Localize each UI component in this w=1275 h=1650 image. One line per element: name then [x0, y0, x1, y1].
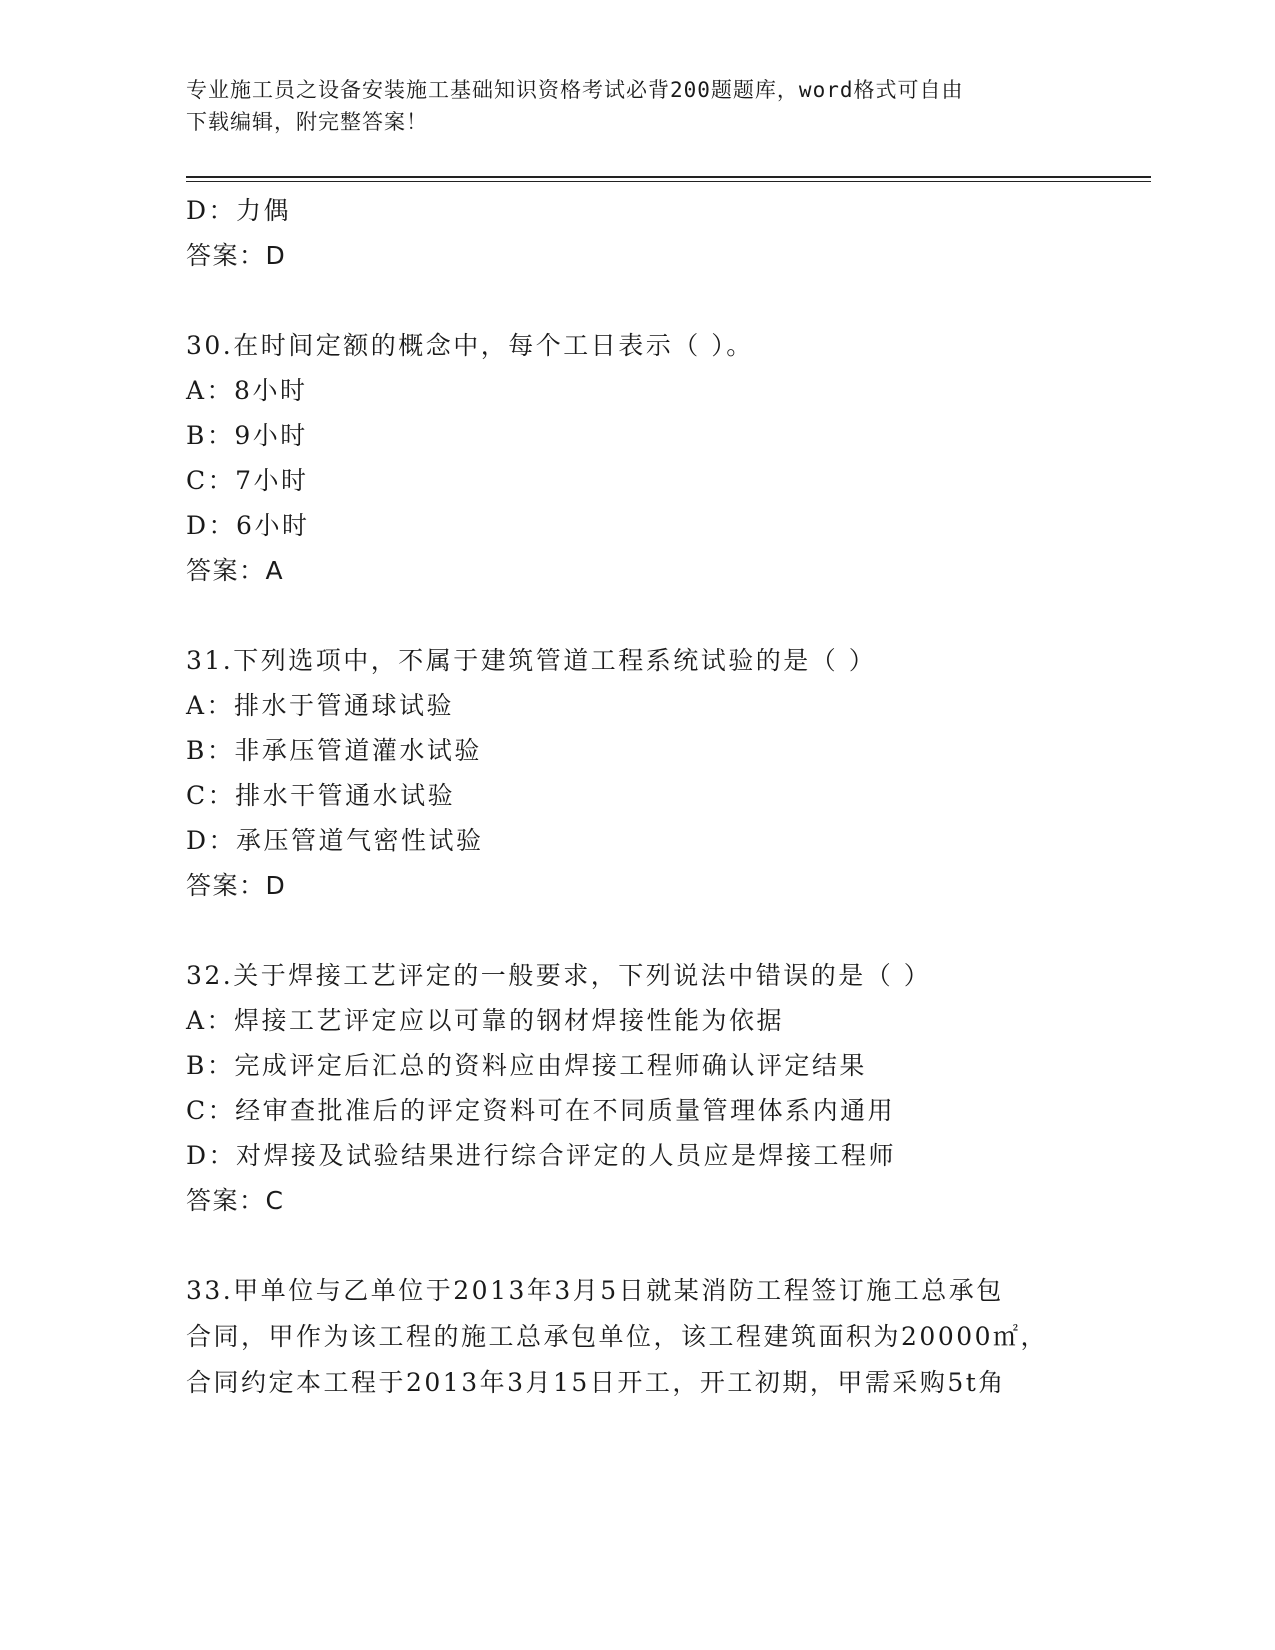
- question-stem: 32.关于焊接工艺评定的一般要求，下列说法中错误的是（ ）: [186, 961, 932, 990]
- option-c: C：7小时: [186, 466, 309, 495]
- spacer: [186, 278, 1086, 323]
- spacer: [186, 593, 1086, 638]
- option-b: B：9小时: [186, 421, 308, 450]
- option-b: B：完成评定后汇总的资料应由焊接工程师确认评定结果: [186, 1051, 867, 1080]
- spacer: [186, 1223, 1086, 1268]
- question-stem: 31.下列选项中，不属于建筑管道工程系统试验的是（ ）: [186, 646, 877, 675]
- option-d: D：对焊接及试验结果进行综合评定的人员应是焊接工程师: [186, 1141, 897, 1170]
- answer: 答案：C: [186, 1186, 285, 1215]
- option-a: A：8小时: [186, 376, 308, 405]
- question-content: [186, 188, 1086, 1406]
- option-d: D：承压管道气密性试验: [186, 826, 484, 855]
- question-stem-line-3: 合同约定本工程于2013年3月15日开工，开工初期，甲需采购5t角: [186, 1368, 1006, 1397]
- page-header: [186, 74, 1066, 138]
- question-33: [186, 1268, 1086, 1406]
- option-d: D：6小时: [186, 511, 310, 540]
- option-a: A：焊接工艺评定应以可靠的钢材焊接性能为依据: [186, 1006, 785, 1035]
- prev-option-d: D：力偶: [186, 196, 292, 225]
- question-stem-line-2: 合同，甲作为该工程的施工总承包单位，该工程建筑面积为20000㎡，: [186, 1322, 1049, 1351]
- spacer: [186, 908, 1086, 953]
- question-32: [186, 953, 1086, 1223]
- question-stem-line-1: 33.甲单位与乙单位于2013年3月5日就某消防工程签订施工总承包: [186, 1276, 1004, 1305]
- header-line-1: 专业施工员之设备安装施工基础知识资格考试必背200题题库，word格式可自由: [186, 78, 964, 102]
- question-stem: 30.在时间定额的概念中，每个工日表示（ ）。: [186, 331, 754, 360]
- prev-answer: 答案：D: [186, 241, 287, 270]
- header-line-2: 下载编辑，附完整答案！: [186, 110, 428, 134]
- answer: 答案：A: [186, 556, 285, 585]
- option-a: A：排水于管通球试验: [186, 691, 455, 720]
- option-c: C：排水干管通水试验: [186, 781, 456, 810]
- question-30: [186, 323, 1086, 593]
- header-rule-thick: [186, 176, 1151, 178]
- option-b: B：非承压管道灌水试验: [186, 736, 482, 765]
- option-c: C：经审查批准后的评定资料可在不同质量管理体系内通用: [186, 1096, 896, 1125]
- question-31: [186, 638, 1086, 908]
- answer: 答案：D: [186, 871, 287, 900]
- header-rule-thin: [186, 181, 1151, 182]
